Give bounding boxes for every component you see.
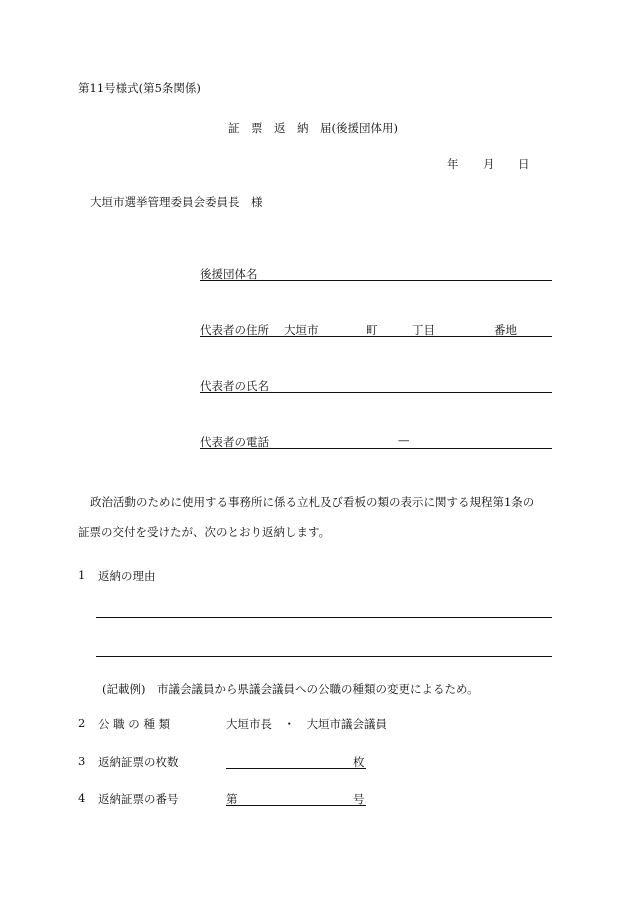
rep-phone-label: 代表者の電話	[200, 435, 269, 449]
number-suffix: 号	[353, 792, 365, 806]
item-3-number: 3	[78, 754, 86, 768]
body-line-1: 政治活動のために使用する事務所に係る立札及び看板の類の表示に関する規程第1条の	[90, 495, 535, 509]
reason-line-2[interactable]	[96, 656, 552, 657]
item-4-label: 返納証票の番号	[98, 792, 179, 806]
item-2-number: 2	[78, 716, 86, 730]
rep-address-label: 代表者の住所	[200, 323, 269, 337]
item-4-number: 4	[78, 791, 86, 805]
address-city: 大垣市	[284, 323, 319, 337]
group-name-label: 後援団体名	[200, 267, 258, 281]
date-year: 年	[447, 157, 459, 171]
phone-dash: —	[398, 433, 410, 447]
example-text: (記載例) 市議会議員から県議会議員への公職の種類の変更によるため。	[102, 682, 479, 696]
address-banchi: 番地	[494, 323, 517, 337]
address-town: 町	[366, 323, 378, 337]
number-prefix: 第	[226, 792, 238, 806]
address-chome: 丁目	[412, 323, 435, 337]
count-unit: 枚	[353, 755, 365, 769]
addressee: 大垣市選挙管理委員会委員長 様	[90, 195, 263, 209]
body-line-2: 証票の交付を受けたが、次のとおり返納します。	[78, 525, 331, 539]
rep-name-label: 代表者の氏名	[200, 379, 269, 393]
form-number: 第11号様式(第5条関係)	[78, 81, 201, 95]
item-1-label: 返納の理由	[98, 569, 156, 583]
number-field[interactable]	[226, 791, 366, 806]
item-2-label: 公 職 の 種 類	[98, 717, 171, 731]
office-type-options[interactable]: 大垣市長 ・ 大垣市議会議員	[226, 717, 387, 731]
item-3-label: 返納証票の枚数	[98, 755, 179, 769]
date-day: 日	[518, 157, 530, 171]
form-title: 証 票 返 納 届(後援団体用)	[228, 121, 398, 135]
item-1-number: 1	[78, 568, 86, 582]
date-month: 月	[483, 157, 495, 171]
reason-line-1[interactable]	[96, 617, 552, 618]
count-field[interactable]	[226, 754, 366, 769]
